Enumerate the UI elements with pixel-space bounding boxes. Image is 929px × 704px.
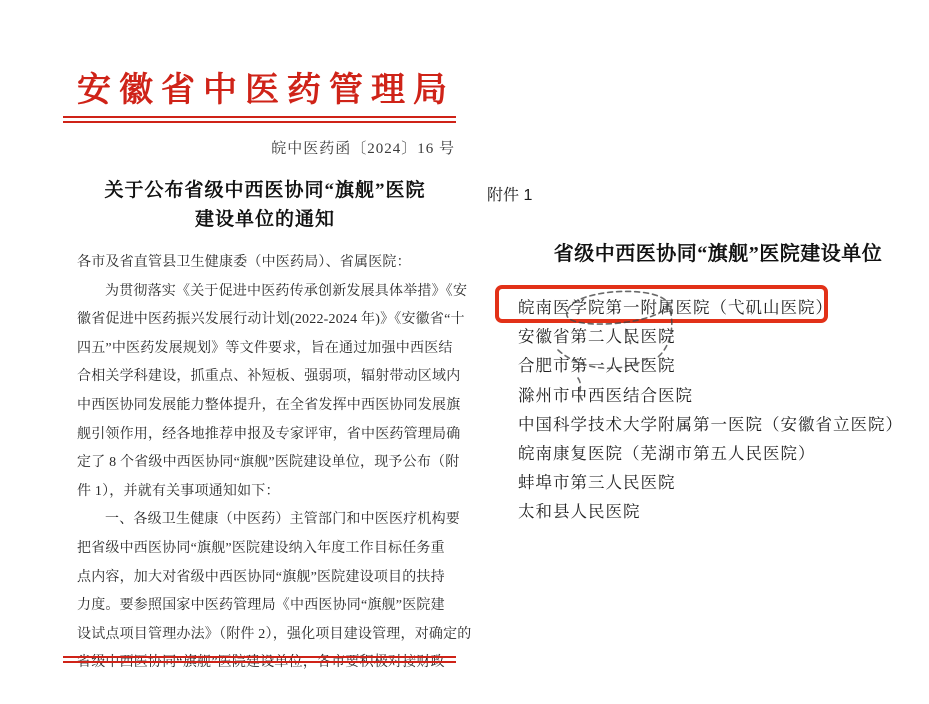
hospital-item: 滁州市中西医结合医院 [518,385,693,405]
agency-header: 安徽省中医药管理局 [77,72,455,109]
body-line: 定了 8 个省级中西医协同“旗舰”医院建设单位，现予公布（附 [77,455,460,471]
body-line: 舰引领作用，经各地推荐申报及专家评审，省中医药管理局确 [77,426,461,442]
notice-title-line-2: 建设单位的通知 [194,209,335,230]
body-line: 件 1），并就有关事项通知如下： [77,483,280,499]
hospital-item: 安徽省第二人民医院 [518,327,676,347]
header-divider [63,116,456,123]
body-line: 合相关学科建设，抓重点、补短板、强弱项，辐射带动区域内 [77,369,461,385]
attachment-label: 附件 1 [487,187,533,204]
body-line: 各市及省直管县卫生健康委（中医药局）、省属医院： [77,255,411,270]
body-line: 把省级中西医协同“旗舰”医院建设纳入年度工作目标任务重 [77,540,445,556]
body-line: 四五”中医药发展规划》等文件要求，旨在通过加强中西医结 [77,340,453,356]
hospital-item: 合肥市第一人民医院 [518,356,676,376]
attachment-title: 省级中西医协同“旗舰”医院建设单位 [553,243,883,265]
hospital-item-highlighted: 皖南医学院第一附属医院（弋矶山医院） [518,298,833,317]
body-line: 徽省促进中医药振兴发展行动计划(2022-2024 年)》《安徽省“十 [77,312,465,328]
hospital-item: 中国科学技术大学附属第一医院（安徽省立医院） [518,414,903,434]
notice-title [78,176,452,234]
document-number: 皖中医药函〔2024〕16 号 [271,141,455,157]
hospital-item: 太和县人民医院 [518,502,641,522]
hospital-item: 蚌埠市第三人民医院 [518,473,676,493]
hospital-item: 皖南康复医院（芜湖市第五人民医院） [518,443,816,463]
body-line: 中西医协同发展能力整体提升，在全省发挥中西医协同发展旗 [77,397,461,413]
body-line: 一、各级卫生健康（中医药）主管部门和中医医疗机构要 [105,512,460,528]
body-line: 点内容，加大对省级中西医协同“旗舰”医院建设项目的扶持 [77,569,445,585]
body-line: 为贯彻落实《关于促进中医药传承创新发展具体举措》《安 [105,283,468,299]
body-line: 省级中西医协同“旗舰”医院建设单位，各市要积极对接财政 [77,655,445,671]
hospital-list [518,293,918,527]
body-line: 力度。要参照国家中医药管理局《中西医协同“旗舰”医院建 [77,598,445,614]
footer-divider [63,656,456,663]
body-line: 设试点项目管理办法》（附件 2），强化项目建设管理，对确定的 [77,626,472,642]
notice-title-line-1: 关于公布省级中西医协同“旗舰”医院 [104,180,426,201]
notice-body [77,249,472,678]
